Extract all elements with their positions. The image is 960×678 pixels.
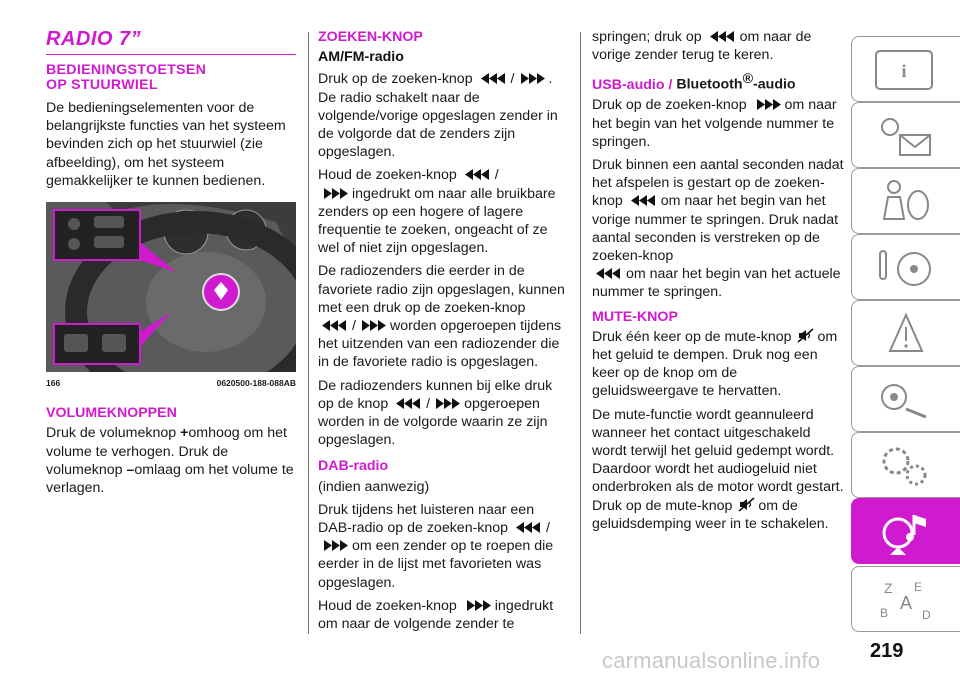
plus-symbol: + — [180, 425, 189, 442]
steering-wheel-icon — [870, 241, 940, 293]
mute-icon — [738, 497, 756, 512]
column-2 — [318, 28, 568, 638]
intro-text: De bedieningselementen voor de belangrijkste functies van het systeem bevinden zich op het stuurwiel (zie afbeelding), om het systeem gemakkelijker te kunnen bedienen. — [46, 100, 286, 189]
seek-back-icon — [629, 194, 659, 207]
tab-safety[interactable] — [851, 168, 960, 234]
page-title: RADIO 7” — [46, 28, 142, 50]
maintenance-icon — [870, 373, 940, 425]
watermark: carmanualsonline.info — [602, 648, 821, 673]
zoeken-text-1: Druk op de zoeken-knop / . De radio schakelt naar de volgende/vorige opgeslagen zender in de volgorde dat de zenders zijn opgeslagen. — [318, 71, 558, 161]
seek-back-icon — [708, 30, 738, 43]
tab-maintenance[interactable] — [851, 366, 960, 432]
volume-heading: VOLUMEKNOPPEN — [46, 405, 177, 422]
tab-warning-lights[interactable] — [851, 102, 960, 168]
mute-text-2: De mute-functie wordt geannuleerd wanneer het contact uitgeschakeld wordt terwijl het geluid gedempt wordt. Daardoor wordt het audiogeluid niet onderbroken als de motor wordt gestart. Druk op de mute-knop om de geluidsdemping weer in te schakelen. — [592, 406, 844, 532]
seek-back-icon — [594, 267, 624, 280]
index-icon — [870, 573, 940, 625]
seek-forward-icon — [320, 187, 350, 200]
title-rule — [46, 54, 296, 55]
steering-wheel-figure — [46, 202, 296, 372]
svg-text:D: D — [922, 608, 931, 622]
tab-emergency[interactable] — [851, 300, 960, 366]
volume-text: Druk de volumeknop +omhoog om het volume te verhogen. Druk de volumeknop –omlaag om het volume te verlagen. — [46, 425, 294, 497]
multimedia-icon — [870, 505, 940, 557]
seek-forward-icon — [320, 539, 350, 552]
zoeken-text-3: De radiozenders die eerder in de favoriete radio zijn opgeslagen, kunnen met een druk op de zoeken-knop / worden opgeroepen tijdens het uitzenden van een radiozender die in de favoriete radio is opgeslagen. — [318, 263, 565, 371]
dab-text-2: Houd de zoeken-knop ingedrukt om naar de volgende zender te — [318, 597, 554, 633]
column-divider — [580, 32, 581, 634]
seek-back-icon — [463, 168, 493, 181]
tab-starting-driving[interactable] — [851, 234, 960, 300]
usb-heading: USB-audio / Bluetooth®-audio — [592, 71, 796, 94]
seek-back-icon — [394, 397, 424, 410]
column-divider — [308, 32, 309, 634]
figure-number: 166 — [46, 378, 61, 389]
section-title: BEDIENINGSTOETSEN OP STUURWIEL — [46, 62, 207, 93]
gears-icon — [870, 439, 940, 491]
column-1 — [46, 28, 296, 502]
seek-back-icon — [320, 319, 350, 332]
safety-icon — [870, 175, 940, 227]
seek-forward-icon — [463, 599, 493, 612]
zoeken-text-2: Houd de zoeken-knop / ingedrukt om naar alle bruikbare zenders op een hogere of lagere frequentie te zoeken, ongeacht of ze wel of niet zijn opgeslagen. — [318, 167, 556, 257]
emergency-icon — [870, 307, 940, 359]
usb-text-1: Druk op de zoeken-knop om naar het begin van het volgende nummer te springen. — [592, 97, 837, 150]
seek-forward-icon — [753, 98, 783, 111]
mute-icon — [797, 328, 815, 343]
zoeken-text-4: De radiozenders kunnen bij elke druk op de knop / opgeroepen worden in de volgorde waarin ze zijn opgeslagen. — [318, 377, 553, 449]
mute-heading: MUTE-KNOP — [592, 308, 678, 325]
svg-text:A: A — [900, 593, 913, 613]
tab-multimedia[interactable] — [851, 498, 960, 564]
seek-forward-icon — [358, 319, 388, 332]
minus-symbol: – — [126, 461, 135, 478]
mute-text-1: Druk één keer op de mute-knop om het geluid te dempen. Druk nog een keer op de knop om de geluidsweergave te hervatten. — [592, 328, 838, 400]
svg-text:Z: Z — [884, 580, 893, 596]
warning-lights-icon — [870, 109, 940, 161]
svg-text:E: E — [914, 580, 923, 594]
svg-text:i: i — [901, 61, 907, 81]
figure-code: 0620500-188-088AB — [216, 378, 296, 389]
tab-dashboard[interactable] — [851, 36, 960, 102]
figure-caption — [46, 374, 296, 392]
zoeken-heading: ZOEKEN-KNOP — [318, 29, 423, 45]
dashboard-info-icon — [870, 43, 940, 95]
seek-forward-icon — [432, 397, 462, 410]
steering-wheel-image — [46, 202, 296, 372]
seek-back-icon — [514, 521, 544, 534]
am-fm-heading: AM/FM-radio — [318, 49, 404, 66]
usb-text-2: Druk binnen een aantal seconden nadat het afspelen is gestart op de zoeken-knop om naar het begin van het vorige nummer te springen. Druk nadat aantal seconden is verstreken op de zoeken-knop om naar het begin van het actuele nummer te springen. — [592, 156, 844, 301]
dab-note: (indien aanwezig) — [318, 478, 430, 495]
dab-heading: DAB-radio — [318, 458, 389, 475]
tab-technical-data[interactable] — [851, 432, 960, 498]
dab-text-1: Druk tijdens het luisteren naar een DAB-radio op de zoeken-knop / om een zender op te roepen die eerder in de lijst met favorieten was opgeslagen. — [318, 501, 554, 591]
dab-text-continued: springen; druk op om naar de vorige zender terug te keren. — [592, 29, 812, 64]
page-number: 219 — [870, 640, 904, 662]
svg-text:B: B — [880, 606, 889, 620]
seek-back-icon — [479, 72, 509, 85]
tab-index[interactable] — [851, 566, 960, 632]
column-3 — [592, 28, 844, 538]
seek-forward-icon — [517, 72, 547, 85]
